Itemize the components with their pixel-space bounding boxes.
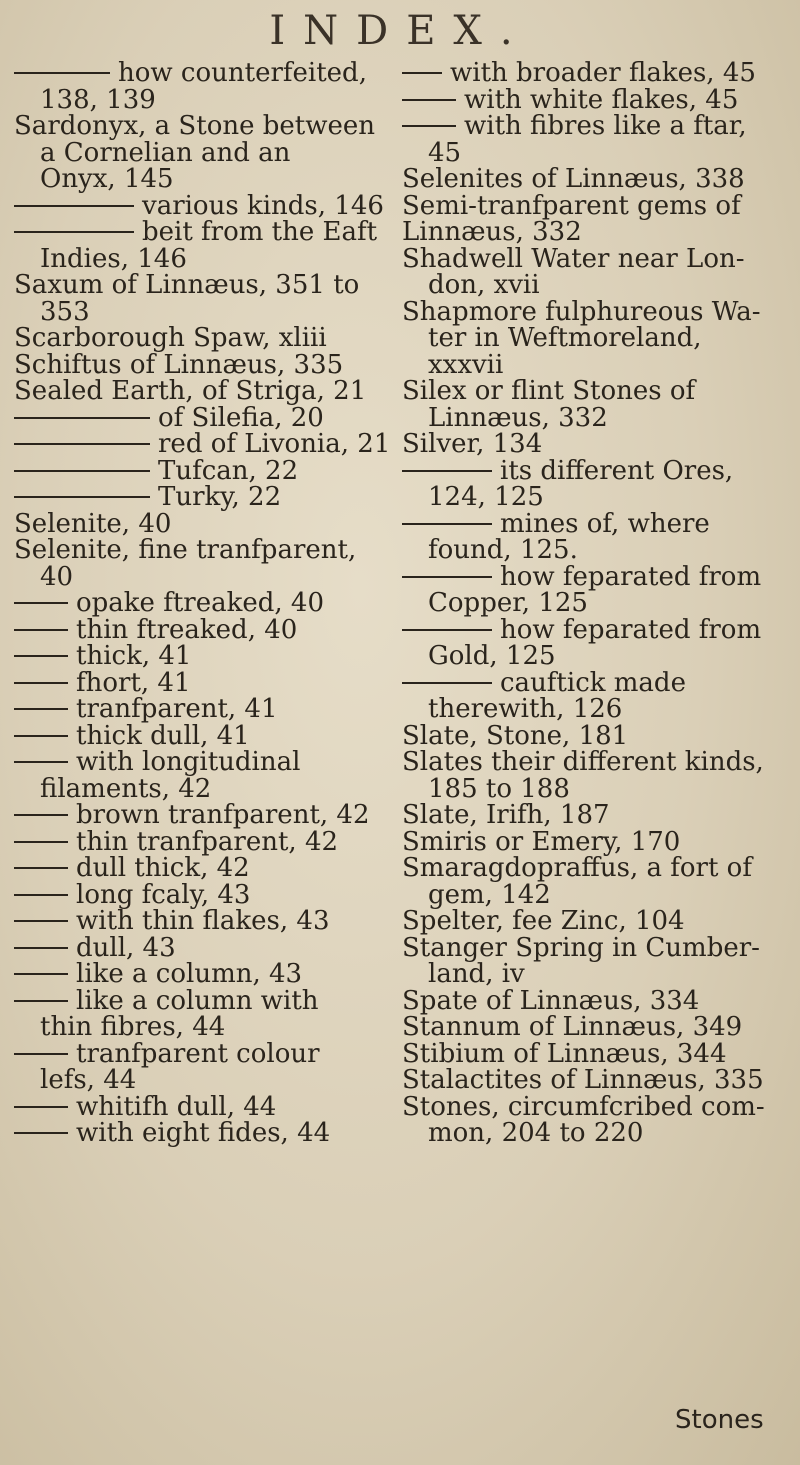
page-header: INDEX. xyxy=(269,8,531,54)
index-entry-text: thick dull, 41 xyxy=(76,720,250,751)
index-entry xyxy=(402,272,787,299)
index-entry xyxy=(14,667,374,698)
index-entry xyxy=(14,1038,374,1069)
ditto-dash xyxy=(14,655,68,657)
index-entry xyxy=(402,1120,787,1147)
index-entry-text: 353 xyxy=(40,296,90,327)
index-entry xyxy=(402,84,787,115)
index-entry-text: Sardonyx, a Stone between xyxy=(14,111,375,141)
index-entry-text: with broader flakes, 45 xyxy=(450,58,756,88)
index-entry-text: Spelter, fee Zinc, 104 xyxy=(402,906,685,936)
index-entry-text: Smiris or Emery, 170 xyxy=(402,826,681,857)
index-entry xyxy=(14,484,374,511)
ditto-dash xyxy=(14,1106,68,1108)
index-entry xyxy=(402,590,787,617)
index-entry-text: Spate of Linnæus, 334 xyxy=(402,985,700,1016)
index-entry-text: how feparated from xyxy=(500,561,762,592)
index-entry xyxy=(402,985,787,1016)
index-entry-text: therewith, 126 xyxy=(428,694,623,724)
index-entry-text: 124, 125 xyxy=(428,482,544,512)
index-entry xyxy=(402,561,787,592)
index-entry xyxy=(14,296,374,327)
index-entry xyxy=(14,908,374,935)
index-entry-text: Stones, circumfcribed com- xyxy=(402,1091,765,1122)
index-entry xyxy=(14,166,374,193)
ditto-dash xyxy=(14,602,68,604)
index-entry xyxy=(14,561,374,592)
ditto-dash xyxy=(14,1000,68,1002)
index-entry-text: like a column with xyxy=(76,985,319,1016)
index-entry-text: with white flakes, 45 xyxy=(464,84,739,115)
index-entry-text: Slate, Irifh, 187 xyxy=(402,800,610,830)
index-entry-text: thin ftreaked, 40 xyxy=(76,614,298,645)
index-entry-text: opake ftreaked, 40 xyxy=(76,588,324,618)
index-entry-text: how counterfeited, xyxy=(118,58,367,88)
index-entry xyxy=(402,455,787,486)
index-entry-text: Onyx, 145 xyxy=(40,164,174,194)
index-entry-text: Slates their different kinds, xyxy=(402,747,764,777)
index-entry xyxy=(14,349,374,380)
index-entry-text: with fibres like a ftar, xyxy=(464,111,747,141)
index-entry xyxy=(14,1067,374,1094)
ditto-dash xyxy=(14,231,134,233)
index-entry xyxy=(402,855,787,882)
index-entry-text: cauftick made xyxy=(500,667,686,698)
ditto-dash xyxy=(402,576,492,578)
index-entry-text: 185 to 188 xyxy=(428,773,570,804)
index-entry-text: Tufcan, 22 xyxy=(158,455,299,486)
index-entry xyxy=(402,325,787,352)
index-entry-text: Turky, 22 xyxy=(158,482,282,512)
index-entry-text: Selenites of Linnæus, 338 xyxy=(402,164,745,194)
index-entry-text: Linnæus, 332 xyxy=(428,402,608,433)
index-entry-text: of Silefia, 20 xyxy=(158,402,324,433)
index-entry-text: filaments, 42 xyxy=(40,773,212,804)
index-entry xyxy=(14,243,374,274)
index-entry xyxy=(402,932,787,963)
ditto-dash xyxy=(14,1053,68,1055)
index-entry xyxy=(14,932,374,963)
index-entry-text: various kinds, 146 xyxy=(142,190,384,221)
ditto-dash xyxy=(402,682,492,684)
index-entry xyxy=(14,614,374,645)
index-entry xyxy=(14,1014,374,1041)
index-entry xyxy=(14,113,374,140)
index-entry xyxy=(14,455,374,486)
index-entry-text: Silver, 134 xyxy=(402,429,543,459)
index-entry-text: Stalactites of Linnæus, 335 xyxy=(402,1065,764,1095)
ditto-dash xyxy=(402,125,456,127)
index-entry-text: ter in Weftmoreland, xyxy=(428,323,702,353)
index-entry-text: Smaragdopraffus, a fort of xyxy=(402,853,752,883)
index-entry-text: thin tranfparent, 42 xyxy=(76,826,339,857)
ditto-dash xyxy=(14,205,134,207)
index-entry-text: with thin flakes, 43 xyxy=(76,906,330,936)
index-entry xyxy=(14,537,374,564)
index-entry-text: 138, 139 xyxy=(40,84,156,115)
ditto-dash xyxy=(14,947,68,949)
index-entry xyxy=(14,402,374,433)
index-entry xyxy=(402,243,787,274)
ditto-dash xyxy=(402,470,492,472)
index-entry-text: red of Livonia, 21 xyxy=(158,429,391,459)
index-entry xyxy=(14,855,374,882)
index-entry-text: Gold, 125 xyxy=(428,641,556,671)
index-entry xyxy=(402,667,787,698)
index-entry xyxy=(402,643,787,670)
ditto-dash xyxy=(14,470,150,472)
index-entry xyxy=(14,720,374,751)
index-entry xyxy=(14,217,378,247)
index-entry xyxy=(402,166,787,193)
index-entry xyxy=(402,508,787,539)
index-entry xyxy=(402,431,787,458)
ditto-dash xyxy=(14,894,68,896)
index-entry xyxy=(402,908,787,935)
ditto-dash xyxy=(14,443,150,445)
index-entry xyxy=(402,961,787,988)
index-entry-text: Stannum of Linnæus, 349 xyxy=(402,1012,743,1042)
index-entry xyxy=(14,325,374,352)
index-entry xyxy=(402,1067,787,1094)
index-entry xyxy=(14,137,374,168)
index-entry-text: its different Ores, xyxy=(500,455,734,486)
index-entry xyxy=(14,590,374,617)
index-entry xyxy=(402,378,787,405)
index-entry-text: thick, 41 xyxy=(76,641,192,671)
index-entry-text: Stibium of Linnæus, 344 xyxy=(402,1038,727,1069)
index-entry-text: Shapmore fulphureous Wa- xyxy=(402,296,761,327)
index-entry-text: found, 125. xyxy=(428,535,578,565)
index-entry-text: Slate, Stone, 181 xyxy=(402,720,629,751)
index-entry xyxy=(402,402,787,433)
ditto-dash xyxy=(14,629,68,631)
index-entry-text: tranfparent colour xyxy=(76,1038,320,1069)
left-column xyxy=(14,58,391,1148)
index-entry xyxy=(402,802,787,829)
index-entry-text: don, xvii xyxy=(428,270,540,300)
index-entry xyxy=(402,720,787,751)
ditto-dash xyxy=(402,523,492,525)
index-entry-text: Sealed Earth, of Striga, 21 xyxy=(14,376,367,406)
index-entry xyxy=(402,113,787,140)
index-entry xyxy=(14,84,374,115)
index-entry-text: whitifh dull, 44 xyxy=(76,1091,277,1122)
index-entry xyxy=(14,749,374,776)
index-entry xyxy=(14,879,374,910)
index-entry-text: tranfparent, 41 xyxy=(76,694,278,724)
index-entry xyxy=(402,219,787,246)
index-entry-text: Stanger Spring in Cumber- xyxy=(402,932,760,963)
index-entry-text: gem, 142 xyxy=(428,879,551,910)
ditto-dash xyxy=(14,814,68,816)
index-entry-text: dull thick, 42 xyxy=(76,853,250,883)
index-entry-text: dull, 43 xyxy=(76,932,176,963)
index-entry-text: mon, 204 to 220 xyxy=(428,1118,644,1148)
index-entry xyxy=(402,826,787,857)
index-entry xyxy=(14,826,374,857)
ditto-dash xyxy=(14,867,68,869)
index-entry xyxy=(402,296,787,327)
index-entry-text: fhort, 41 xyxy=(76,667,191,698)
index-entry xyxy=(402,60,787,87)
index-entry xyxy=(14,1091,374,1122)
index-entry-text: Linnæus, 332 xyxy=(402,217,582,247)
ditto-dash xyxy=(14,708,68,710)
index-entry xyxy=(402,773,787,804)
index-entry-text: with longitudinal xyxy=(76,747,301,777)
ditto-dash xyxy=(14,735,68,737)
catchword: Stones xyxy=(675,1405,764,1435)
index-entry xyxy=(402,749,787,776)
index-entry xyxy=(14,429,391,459)
index-entry-text: brown tranfparent, 42 xyxy=(76,800,370,830)
index-entry xyxy=(14,60,374,87)
index-entry xyxy=(402,1091,787,1122)
index-entry xyxy=(14,1120,374,1147)
index-entry-text: Schiftus of Linnæus, 335 xyxy=(14,349,344,380)
index-entry xyxy=(14,696,374,723)
index-entry-text: xxxvii xyxy=(428,349,504,380)
index-entry-text: Selenite, fine tranfparent, xyxy=(14,535,357,565)
ditto-dash xyxy=(402,629,492,631)
index-entry xyxy=(14,643,374,670)
index-entry-text: Indies, 146 xyxy=(40,243,187,274)
index-entry-text: Silex or flint Stones of xyxy=(402,376,696,406)
index-entry xyxy=(402,1038,787,1069)
index-entry-text: how feparated from xyxy=(500,614,762,645)
index-entry-text: Shadwell Water near Lon- xyxy=(402,243,745,274)
index-entry xyxy=(402,137,787,168)
index-entry-text: thin fibres, 44 xyxy=(40,1012,226,1042)
index-entry-text: Copper, 125 xyxy=(428,588,588,618)
index-entry-text: like a column, 43 xyxy=(76,959,303,989)
index-entry-text: Selenite, 40 xyxy=(14,508,172,539)
index-entry xyxy=(402,1014,787,1041)
index-entry-text: land, iv xyxy=(428,959,525,989)
index-entry xyxy=(14,378,374,405)
ditto-dash xyxy=(14,496,150,498)
index-entry xyxy=(14,508,374,539)
ditto-dash xyxy=(14,1132,68,1134)
index-entry xyxy=(14,190,384,221)
index-entry xyxy=(14,802,374,829)
index-entry-text: Semi-tranfparent gems of xyxy=(402,190,741,221)
index-entry-text: 40 xyxy=(40,561,74,592)
index-entry-text: mines of, where xyxy=(500,508,710,539)
index-entry xyxy=(14,961,374,988)
ditto-dash xyxy=(14,682,68,684)
index-entry xyxy=(402,190,787,221)
index-entry-text: Saxum of Linnæus, 351 to xyxy=(14,270,360,300)
index-entry xyxy=(402,614,787,645)
ditto-dash xyxy=(14,417,150,419)
index-entry-text: with eight fides, 44 xyxy=(76,1118,331,1148)
ditto-dash xyxy=(402,99,456,101)
index-entry-text: a Cornelian and an xyxy=(40,137,291,168)
index-entry xyxy=(402,349,787,380)
ditto-dash xyxy=(14,920,68,922)
index-entry-text: Scarborough Spaw, xliii xyxy=(14,323,327,353)
ditto-dash xyxy=(14,841,68,843)
index-entry xyxy=(14,985,374,1016)
index-entry xyxy=(14,272,374,299)
ditto-dash xyxy=(402,72,442,74)
index-entry-text: long fcaly, 43 xyxy=(76,879,251,910)
ditto-dash xyxy=(14,973,68,975)
right-column xyxy=(402,60,787,1147)
ditto-dash xyxy=(14,72,110,74)
index-entry xyxy=(402,484,787,511)
index-entry xyxy=(402,696,787,723)
index-entry xyxy=(14,773,374,804)
index-entry-text: beit from the Eaft xyxy=(142,217,378,247)
ditto-dash xyxy=(14,761,68,763)
index-entry-text: lefs, 44 xyxy=(40,1065,137,1095)
index-entry xyxy=(402,537,787,564)
index-entry-text: 45 xyxy=(428,137,462,168)
index-entry xyxy=(402,879,787,910)
